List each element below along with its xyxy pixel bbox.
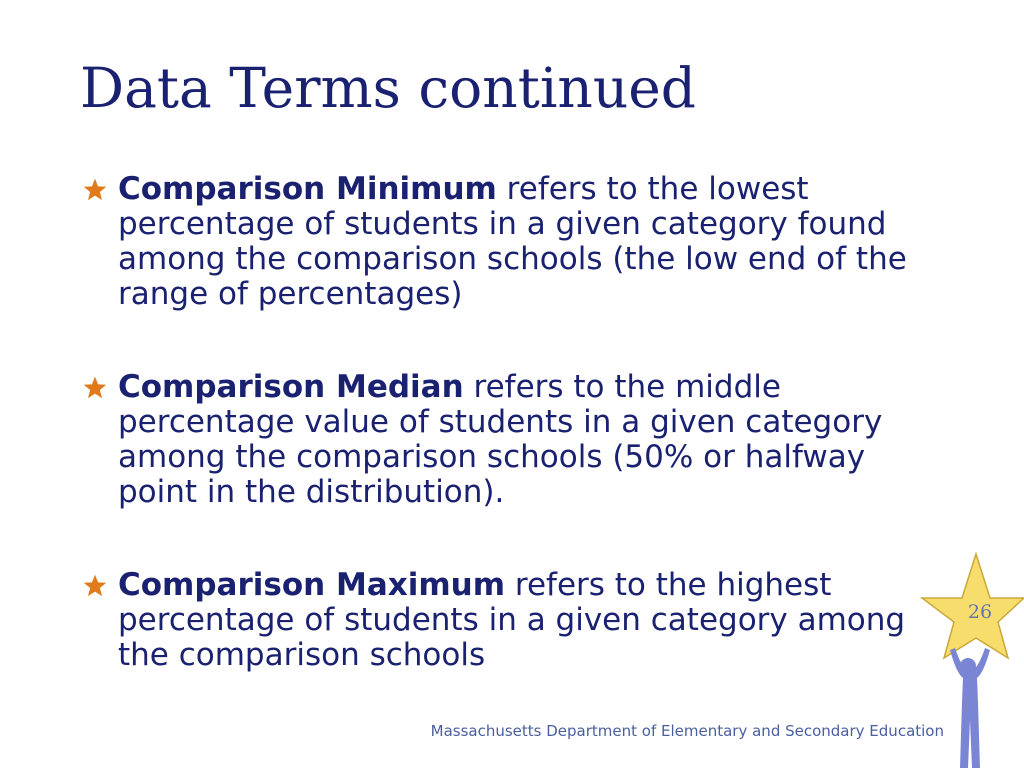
star-icon <box>82 177 108 203</box>
footer-organization: Massachusetts Department of Elementary and Secondary Education <box>430 722 944 740</box>
bullet-text: refers to the lowest percentage of students in a given category found among the comparison schools (the low end of the range of percentages) <box>118 171 907 312</box>
bullet-comparison-minimum <box>82 172 942 312</box>
slide-title: Data Terms continued <box>80 56 697 120</box>
bullet-text: refers to the highest percentage of students in a given category among the comparison schools <box>118 567 906 673</box>
bullet-term: Comparison Minimum <box>118 171 497 207</box>
bullet-list <box>82 172 942 673</box>
bullet-text: refers to the middle percentage value of students in a given category among the comparison schools (50% or halfway point in the distribution). <box>118 369 883 510</box>
bullet-comparison-median <box>82 370 942 510</box>
bullet-comparison-maximum <box>82 568 942 673</box>
star-icon <box>82 573 108 599</box>
bullet-term: Comparison Maximum <box>118 567 506 603</box>
star-icon <box>82 375 108 401</box>
bullet-term: Comparison Median <box>118 369 464 405</box>
slide-number: 26 <box>967 601 993 623</box>
